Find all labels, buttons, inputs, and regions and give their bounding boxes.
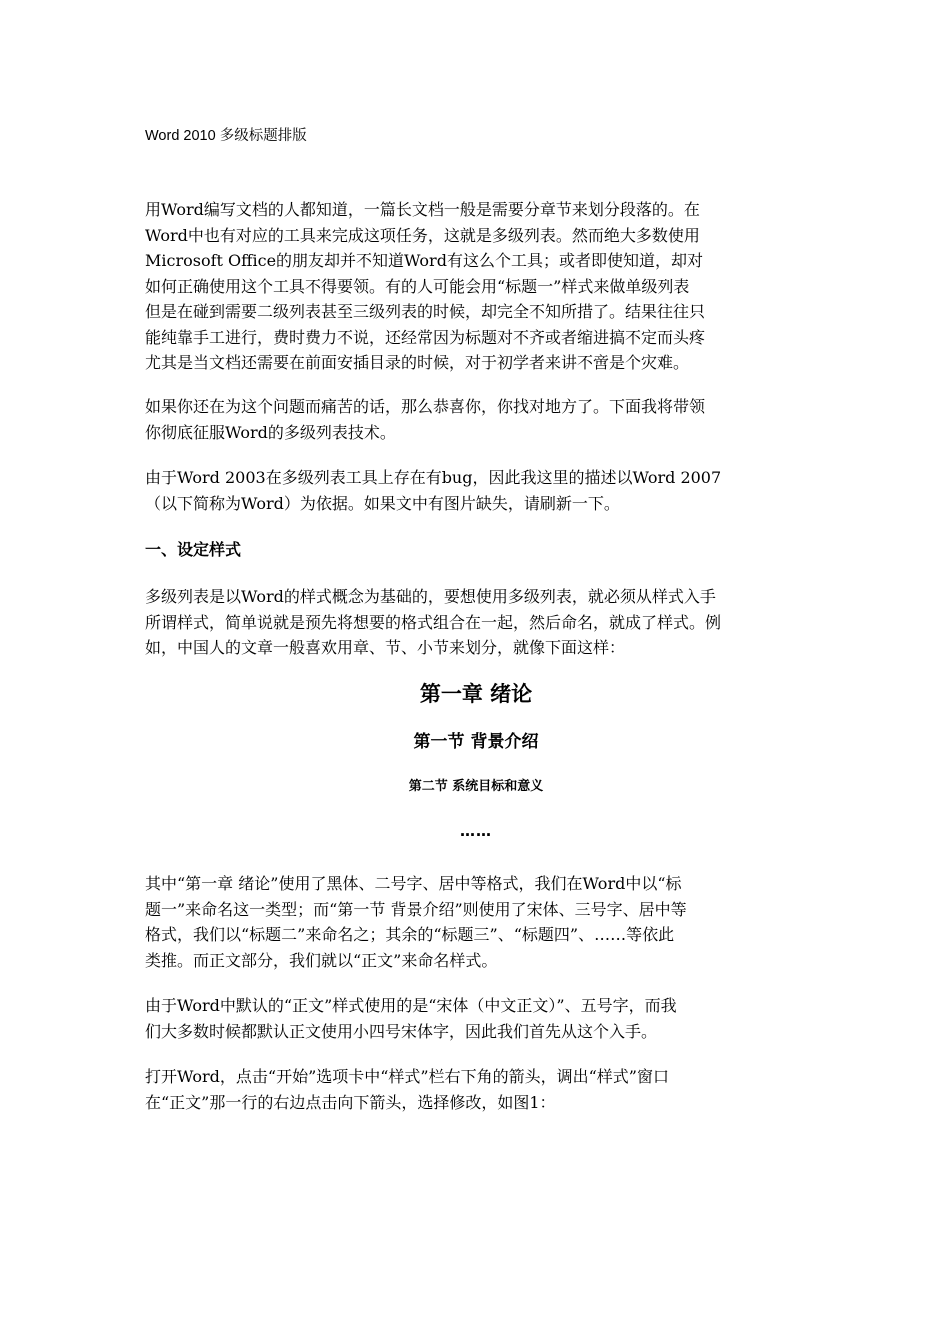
text-line: 由于Word中默认的“正文”样式使用的是“宋体（中文正文）”、五号字，而我	[145, 996, 677, 1015]
paragraph-heading-explanation	[145, 871, 807, 973]
text-line: 其中“第一章 绪论”使用了黑体、二号字、居中等格式，我们在Word中以“标	[145, 874, 682, 893]
text-line: 用Word编写文档的人都知道，一篇长文档一般是需要分章节来划分段落的。在	[145, 200, 700, 219]
document-title: Word 2010 多级标题排版	[145, 128, 307, 144]
text-line: 由于Word 2003在多级列表工具上存在有bug，因此我这里的描述以Word 2007	[145, 468, 722, 487]
text-line: Microsoft Office的朋友却并不知道Word有这么个工具；或者即使知道，却对	[145, 251, 703, 270]
sample-ellipsis: ……	[460, 822, 492, 840]
text-line: Word中也有对应的工具来完成这项任务，这就是多级列表。然而绝大多数使用	[145, 225, 700, 245]
text-line: 类推。而正文部分，我们就以“正文”来命名样式。	[145, 950, 498, 970]
text-line: 格式，我们以“标题二”来命名之；其余的“标题三”、“标题四”、……等依此	[145, 925, 675, 944]
text-line: 所谓样式，简单说就是预先将想要的格式组合在一起，然后命名，就成了样式。例	[145, 612, 722, 632]
text-line: 多级列表是以Word的样式概念为基础的，要想使用多级列表，就必须从样式入手	[145, 587, 716, 606]
text-line: 尤其是当文档还需要在前面安插目录的时候，对于初学者来讲不啻是个灾难。	[145, 353, 690, 372]
text-line: 题一”来命名这一类型；而“第一节 背景介绍”则使用了宋体、三号字、居中等	[145, 899, 687, 919]
paragraph-instructions	[145, 1064, 807, 1115]
section-heading: 一、设定样式	[145, 540, 242, 559]
sample-heading-level-3: 第二节 系统目标和意义	[408, 779, 544, 794]
paragraph-style-concept	[145, 584, 807, 661]
text-line: （以下简称为Word）为依据。如果文中有图片缺失，请刷新一下。	[145, 493, 620, 513]
text-line: 你彻底征服Word的多级列表技术。	[145, 422, 396, 442]
text-line: 如果你还在为这个问题而痛苦的话，那么恭喜你，你找对地方了。下面我将带领	[145, 397, 706, 416]
text-line: 如何正确使用这个工具不得要领。有的人可能会用“标题一”样式来做单级列表	[145, 276, 690, 296]
sample-heading-level-2: 第一节 背景介绍	[413, 732, 539, 752]
text-line: 在“正文”那一行的右边点击向下箭头，选择修改，如图1：	[145, 1092, 556, 1112]
paragraph-intro	[145, 197, 807, 376]
paragraph-invite	[145, 394, 807, 445]
sample-heading-level-1: 第一章 绪论	[419, 682, 533, 706]
text-line: 但是在碰到需要二级列表甚至三级列表的时候，却完全不知所措了。结果往往只	[145, 302, 706, 321]
text-line: 能纯靠手工进行，费时费力不说，还经常因为标题对不齐或者缩进搞不定而头疼	[145, 327, 706, 347]
text-line: 如，中国人的文章一般喜欢用章、节、小节来划分，就像下面这样：	[145, 638, 626, 657]
paragraph-version-note	[145, 465, 807, 516]
text-line: 打开Word，点击“开始”选项卡中“样式”栏右下角的箭头，调出“样式”窗口	[145, 1067, 669, 1086]
paragraph-default-style	[145, 993, 807, 1044]
text-line: 们大多数时候都默认正文使用小四号宋体字，因此我们首先从这个入手。	[145, 1021, 658, 1041]
